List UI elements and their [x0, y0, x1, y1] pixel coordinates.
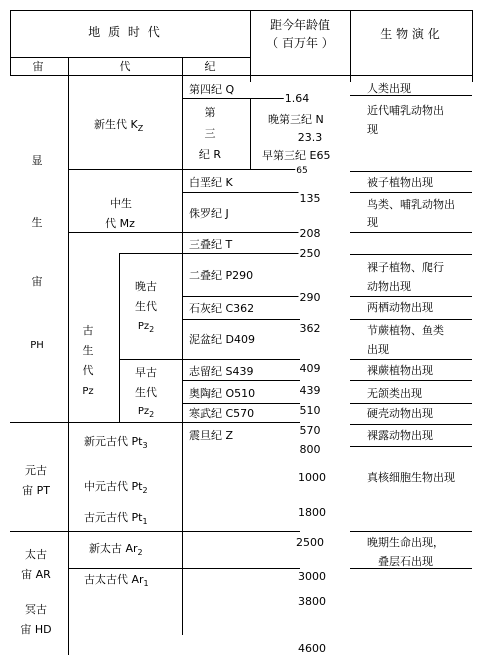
neoarchean-line — [68, 568, 300, 569]
header-bottom-border — [10, 75, 472, 76]
bio-fern-fish-line1: 节蕨植物、鱼类 — [367, 324, 444, 337]
era-late-paleozoic-code-text: Pz — [137, 321, 150, 332]
period-cretaceous: 白垩纪 K — [189, 176, 233, 189]
header-era-divider — [182, 57, 183, 75]
era-mesozoic-line1: 中生 — [110, 197, 132, 210]
triassic-line — [119, 253, 300, 254]
period-devonian: 泥盆纪 D409 — [189, 333, 255, 346]
bio-mammal-modern-line2: 现 — [367, 123, 378, 136]
era-paleozoic-char-3: 代 — [82, 364, 94, 377]
era-paleoproterozoic — [84, 511, 148, 528]
header-geologic-time: 地 质 时 代 — [88, 25, 162, 39]
era-early-paleozoic-code-text: Pz — [137, 406, 150, 417]
bio-late-life-line1: 晚期生命出现， — [367, 536, 444, 549]
era-neoarchean-sub: 2 — [137, 548, 143, 557]
era-paleoarchean-sub: 1 — [143, 579, 149, 588]
proterozoic-line — [10, 531, 300, 532]
age-290: 290 — [299, 291, 321, 304]
period-paleogene: 早第三纪 E65 — [262, 149, 331, 162]
era-paleozoic-code: Pz — [82, 386, 94, 397]
silurian-bio-line — [350, 380, 472, 381]
age-208: 208 — [299, 227, 321, 240]
era-paleozoic-char-1: 古 — [82, 324, 94, 337]
header-left-border — [10, 10, 11, 75]
bio-naked: 裸露动物出现 — [367, 429, 433, 442]
era-paleozoic-char-2: 生 — [82, 344, 94, 357]
era-late-paleozoic-line2: 生代 — [135, 300, 157, 313]
quaternary-bio-line — [350, 95, 472, 96]
mesozoic-bio-line — [350, 232, 472, 233]
age-800: 800 — [299, 443, 321, 456]
period-sinian: 震旦纪 Z — [189, 429, 234, 442]
period-permian: 二叠纪 P290 — [189, 269, 254, 282]
header-age-line1: 距今年龄值 — [269, 18, 331, 32]
era-early-paleozoic-code — [138, 405, 154, 421]
era-paleoarchean — [84, 573, 149, 590]
cenozoic-bio-line — [350, 171, 472, 172]
age-1800: 1800 — [298, 506, 326, 519]
period-carboniferous: 石灰纪 C362 — [189, 302, 255, 315]
table-top-border — [10, 10, 472, 11]
era-cenozoic — [94, 118, 143, 135]
eon-ar-line2: 宙 AR — [21, 568, 51, 581]
quaternary-line — [182, 98, 300, 99]
bio-late-life-line2: 叠层石出现 — [378, 555, 433, 568]
phanerozoic-line — [10, 422, 300, 423]
devonian-bio-line — [350, 359, 472, 360]
age-65: 65 — [296, 166, 308, 176]
age-3800: 3800 — [298, 595, 326, 608]
header-eon: 宙 — [32, 60, 44, 73]
eon-hd-line2: 宙 HD — [20, 623, 52, 636]
table-right-border — [472, 10, 473, 82]
permian-line — [182, 296, 300, 297]
bio-fern-fish-line2: 出现 — [367, 343, 389, 356]
eon-ph-char-3: 宙 — [31, 275, 43, 288]
period-jurassic: 侏罗纪 J — [189, 207, 229, 220]
ordovician-line — [182, 403, 300, 404]
mesozoic-line — [68, 232, 300, 233]
period-quaternary: 第四纪 Q — [189, 83, 235, 96]
era-cenozoic-name: 新生代 K — [94, 118, 138, 131]
era-neoarchean-name: 新太古 Ar — [89, 542, 138, 555]
age-3000: 3000 — [298, 570, 326, 583]
header-age-line2: （ 百万年 ） — [266, 36, 334, 50]
age-250: 250 — [299, 247, 321, 260]
era-early-paleozoic-code-sub: 2 — [149, 410, 155, 419]
period-tertiary-char-1: 第 — [204, 106, 216, 119]
era-neoproterozoic-name: 新元古代 Pt — [84, 435, 143, 448]
era-mesoproterozoic-sub: 2 — [142, 486, 148, 495]
header-subdivider — [10, 57, 250, 58]
period-tertiary-char-2: 三 — [204, 127, 216, 140]
header-era: 代 — [119, 60, 131, 73]
age-1-64: 1.64 — [284, 92, 310, 105]
bio-birds-line1: 鸟类、哺乳动物出 — [367, 198, 455, 211]
age-1000: 1000 — [298, 471, 326, 484]
permian-bio-line — [350, 296, 472, 297]
eon-ph-code: PH — [30, 340, 44, 351]
era-paleoproterozoic-name: 古元古代 Pt — [84, 511, 143, 524]
age-409: 409 — [299, 362, 321, 375]
era-neoarchean — [89, 542, 143, 559]
eon-pt-line1: 元古 — [25, 464, 47, 477]
bio-angiosperm: 被子植物出现 — [367, 176, 433, 189]
era-paleoarchean-name: 古太古代 Ar — [84, 573, 144, 586]
period-neogene: 晚第三纪 N — [268, 113, 324, 126]
bio-mammal-modern-line1: 近代哺乳动物出 — [367, 104, 444, 117]
era-neoproterozoic — [84, 435, 148, 452]
age-510: 510 — [299, 404, 321, 417]
paleozoic-subdivider — [119, 253, 120, 422]
ordovician-bio-line — [350, 403, 472, 404]
header-period: 纪 — [204, 60, 216, 73]
bio-psilophyte: 裸蕨植物出现 — [367, 364, 433, 377]
eon-ph-char-2: 生 — [31, 216, 43, 229]
bio-gymnosperm-line1: 裸子植物、爬行 — [367, 261, 444, 274]
eon-pt-line2: 宙 PT — [22, 484, 50, 497]
devonian-line — [119, 359, 300, 360]
bio-shelled: 硬壳动物出现 — [367, 407, 433, 420]
header-eon-divider — [68, 57, 69, 75]
era-early-paleozoic-line1: 早古 — [135, 366, 157, 379]
bio-human: 人类出现 — [367, 82, 411, 95]
age-column-left-border — [250, 10, 251, 82]
silurian-line — [182, 380, 300, 381]
cretaceous-bio-line — [350, 192, 472, 193]
era-late-paleozoic-code-sub: 2 — [149, 325, 155, 334]
era-early-paleozoic-line2: 生代 — [135, 386, 157, 399]
period-cambrian: 寒武纪 C570 — [189, 407, 255, 420]
era-cenozoic-sub: Z — [137, 124, 144, 133]
era-period-divider — [182, 75, 183, 635]
bio-gymnosperm-line2: 动物出现 — [367, 280, 411, 293]
era-mesoproterozoic-name: 中元古代 Pt — [84, 480, 143, 493]
era-late-paleozoic-line1: 晚古 — [135, 280, 157, 293]
age-135: 135 — [299, 192, 321, 205]
era-paleoproterozoic-sub: 1 — [142, 517, 148, 526]
eon-ar-line1: 太古 — [25, 548, 47, 561]
era-late-paleozoic-code — [138, 320, 154, 336]
era-neoproterozoic-sub: 3 — [142, 441, 148, 450]
cenozoic-line — [68, 169, 300, 170]
age-362: 362 — [299, 322, 321, 335]
carboniferous-bio-line — [350, 319, 472, 320]
era-mesozoic-line2: 代 Mz — [105, 217, 135, 230]
eon-ph-char-1: 显 — [31, 154, 43, 167]
triassic-bio-line — [350, 254, 472, 255]
age-23-3: 23.3 — [297, 131, 323, 144]
bio-amphibian: 两栖动物出现 — [367, 301, 433, 314]
period-silurian: 志留纪 S439 — [189, 365, 254, 378]
carboniferous-line — [182, 319, 300, 320]
header-biological-evolution: 生 物 演 化 — [380, 27, 440, 41]
age-2500: 2500 — [296, 536, 324, 549]
age-570: 570 — [299, 424, 321, 437]
age-439: 439 — [299, 384, 321, 397]
bio-eukaryote: 真核细胞生物出现 — [367, 471, 455, 484]
tertiary-subdivider — [250, 99, 251, 169]
age-4600: 4600 — [298, 642, 326, 655]
cretaceous-line — [182, 192, 300, 193]
phanerozoic-bio-line — [350, 424, 472, 425]
era-mesoproterozoic — [84, 480, 148, 497]
period-ordovician: 奥陶纪 O510 — [189, 387, 256, 400]
period-tertiary-char-3: 纪 R — [198, 148, 222, 161]
sinian-bio-line — [350, 446, 472, 447]
proterozoic-bio-line — [350, 531, 472, 532]
bio-column-left-border — [350, 10, 351, 82]
period-triassic: 三叠纪 T — [189, 238, 233, 251]
eon-hd-line1: 冥古 — [25, 603, 47, 616]
bio-birds-line2: 现 — [367, 216, 378, 229]
neoarchean-bio-line — [350, 568, 472, 569]
bio-jawless: 无颌类出现 — [367, 387, 422, 400]
